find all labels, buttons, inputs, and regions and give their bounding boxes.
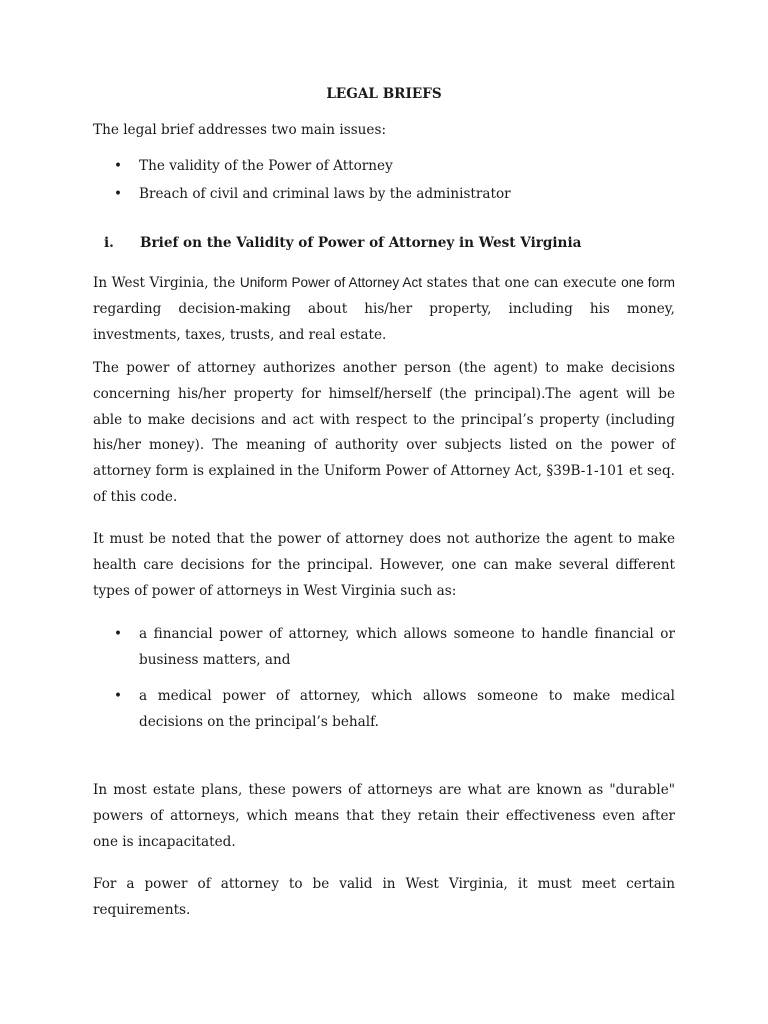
act-name: Uniform Power of Attorney Act [239, 275, 423, 290]
type-item [114, 622, 674, 674]
paragraph-durable: In most estate plans, these powers of attorneys are what are known as "durable" powers of attorneys, which means that they retain their effectiveness even after one is incapacitated. [93, 782, 675, 850]
bullet-icon: • [114, 186, 123, 202]
bullet-icon: • [114, 688, 123, 704]
document-title: LEGAL BRIEFS [326, 86, 442, 102]
intro-text: The legal brief addresses two main issues: [93, 122, 387, 138]
paragraph-authorization: The power of attorney authorizes another person (the agent) to make decisions concerning his/her property for himself/herself (the principal).The agent will be able to make decisions and act with respect to the principal’s property (including his/her money). The meaning of authority over subjects listed on the power of attorney form is explained in the Uniform Power of Attorney Act, §39B-1-101 et seq. of this code. [93, 360, 675, 505]
type-text: a medical power of attorney, which allows someone to make medical decisions on the principal’s behalf. [139, 688, 675, 730]
section-heading-text: Brief on the Validity of Power of Attorney in West Virginia [140, 235, 582, 251]
section-number: i. [104, 235, 114, 251]
paragraph-uniform-act [93, 270, 675, 348]
type-item [114, 684, 674, 736]
para1-text-a: In West Virginia, the [93, 275, 240, 291]
paragraph-health-care: It must be noted that the power of attorney does not authorize the agent to make health care decisions for the principal. However, one can make several different types of power of attorneys in West Virginia such as: [93, 531, 675, 599]
bullet-icon: • [114, 158, 123, 174]
type-text: a financial power of attorney, which allows someone to handle financial or business matters, and [139, 626, 675, 668]
one-form-text: one form [621, 275, 675, 290]
bullet-icon: • [114, 626, 123, 642]
para1-text-e: regarding decision-making about his/her property, including his money, investments, taxes, trusts, and real estate. [93, 300, 675, 343]
paragraph-requirements: For a power of attorney to be valid in West Virginia, it must meet certain requirements. [93, 876, 675, 918]
para1-text-c: states that one can execute [422, 275, 622, 291]
issue-text: The validity of the Power of Attorney [139, 158, 393, 174]
section-heading [104, 235, 581, 251]
issue-text: Breach of civil and criminal laws by the administrator [139, 186, 511, 202]
